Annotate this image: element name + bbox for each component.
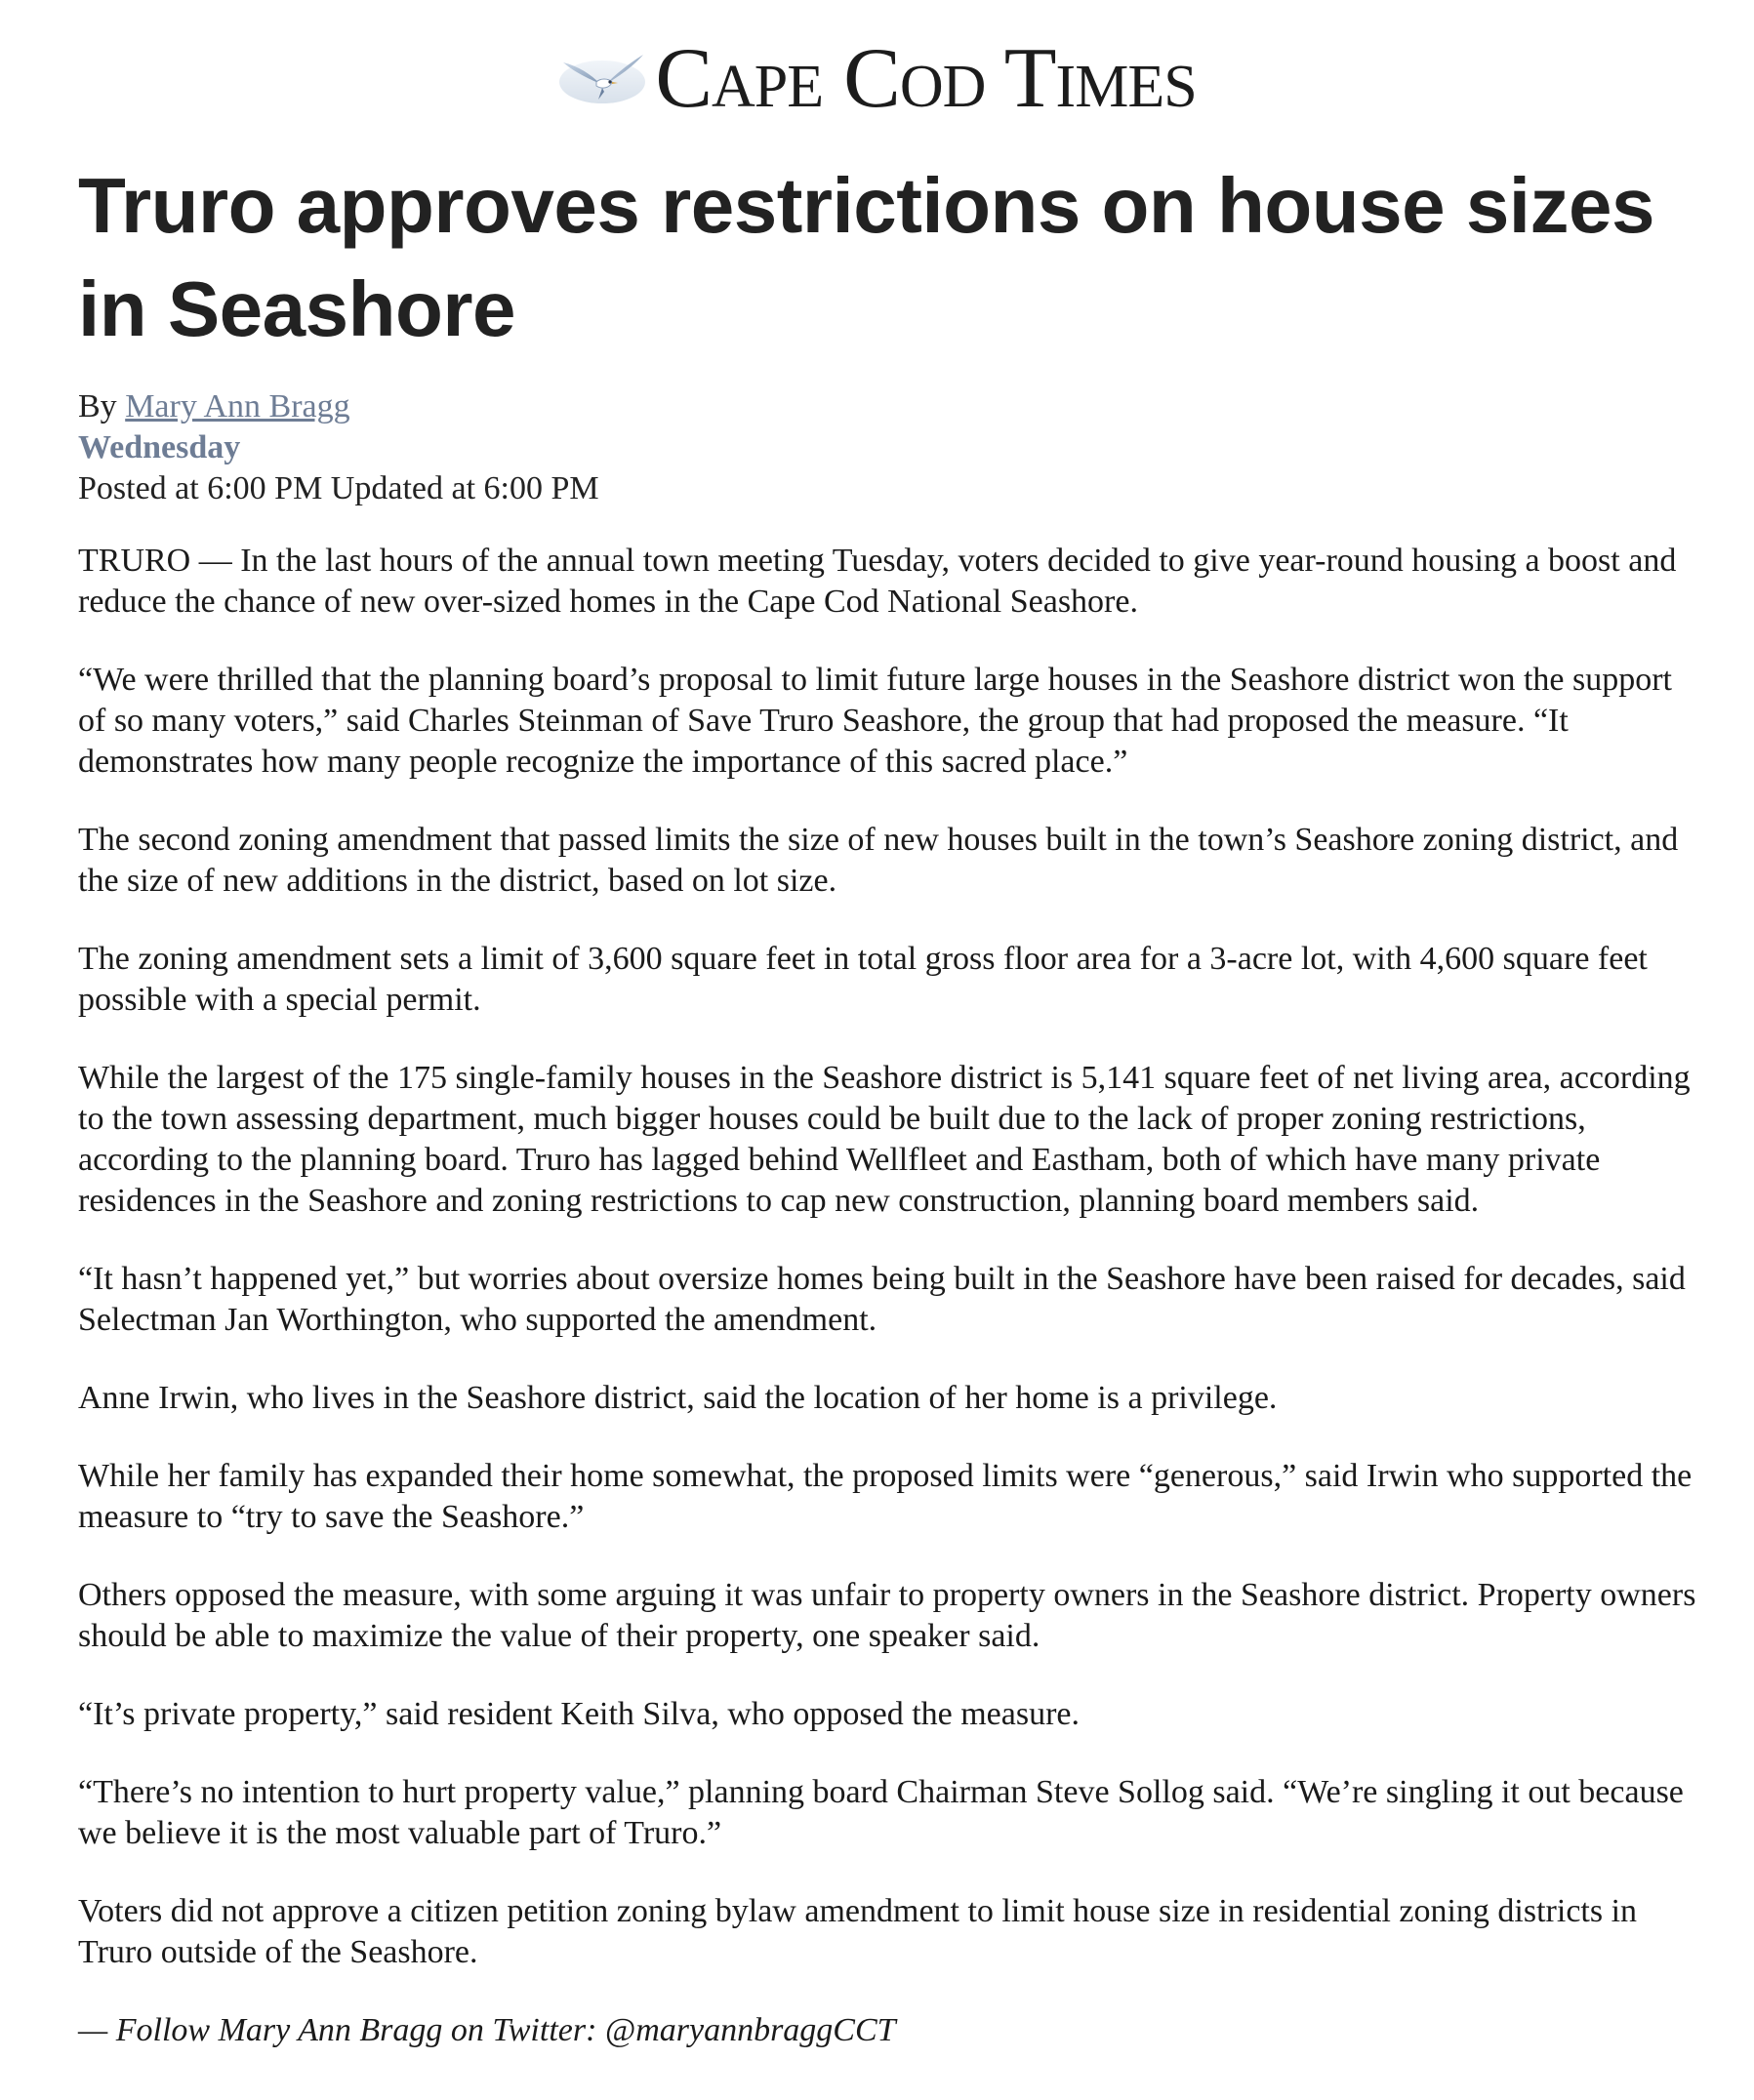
paragraph: The zoning amendment sets a limit of 3,600 square feet in total gross floor area for a 3-acre lot, with 4,600 square feet possible with a special permit. — [78, 941, 1648, 1018]
paragraph: Voters did not approve a citizen petition zoning bylaw amendment to limit house size in residential zoning districts in Truro outside of the Seashore. — [78, 1893, 1638, 1970]
article-headline: Truro approves restrictions on house sizes in Seashore — [78, 162, 1655, 352]
article-body — [78, 541, 1698, 2051]
seagull-icon — [557, 45, 647, 113]
paragraph: “It’s private property,” said resident Keith Silva, who opposed the measure. — [78, 1696, 1081, 1732]
posted-timestamp: Posted at 6:00 PM Updated at 6:00 PM — [78, 470, 599, 506]
author-link[interactable]: Mary Ann Bragg — [125, 388, 350, 424]
twitter-follow-note: — Follow Mary Ann Bragg on Twitter: @maryannbraggCCT — [78, 2012, 896, 2048]
masthead-logo-group[interactable] — [557, 31, 1197, 126]
masthead — [0, 31, 1754, 126]
byline — [78, 386, 1698, 427]
paragraph: Others opposed the measure, with some arguing it was unfair to property owners in the Seashore district. Property owners should be able to maximize the value of their property, one speaker said. — [78, 1577, 1696, 1654]
paragraph: While the largest of the 175 single-family houses in the Seashore district is 5,141 square feet of net living area, according to the town assessing department, much bigger houses could be built due to the lack of proper zoning restrictions, according to the planning board. Truro has lagged behind Wellfleet and Eastham, both of which have many private residences in the Seashore and zoning restrictions to cap new construction, planning board members said. — [78, 1060, 1691, 1219]
article-day: Wednesday — [78, 429, 241, 465]
paragraph: While her family has expanded their home somewhat, the proposed limits were “generous,” said Irwin who supported the measure to “try to save the Seashore.” — [78, 1458, 1693, 1535]
masthead-title: Cape Cod Times — [655, 31, 1197, 126]
paragraph: “There’s no intention to hurt property value,” planning board Chairman Steve Sollog said. “We’re singling it out because we believe it is the most valuable part of Truro.” — [78, 1774, 1684, 1851]
article-meta — [78, 386, 1698, 509]
paragraph: “We were thrilled that the planning board’s proposal to limit future large houses in the Seashore district won the support of so many voters,” said Charles Steinman of Save Truro Seashore, the group that had proposed the measure. “It demonstrates how many people recognize the importance of this sacred place.” — [78, 662, 1672, 780]
paragraph: The second zoning amendment that passed limits the size of new houses built in the town’s Seashore zoning district, and the size of new additions in the district, based on lot size. — [78, 822, 1679, 899]
byline-prefix: By — [78, 388, 126, 424]
paragraph: TRURO — In the last hours of the annual town meeting Tuesday, voters decided to give year-round housing a boost and reduce the chance of new over-sized homes in the Cape Cod National Seashore. — [78, 543, 1677, 620]
article — [78, 154, 1698, 2051]
paragraph: Anne Irwin, who lives in the Seashore district, said the location of her home is a privilege. — [78, 1380, 1278, 1416]
paragraph: “It hasn’t happened yet,” but worries about oversize homes being built in the Seashore have been raised for decades, said Selectman Jan Worthington, who supported the amendment. — [78, 1261, 1686, 1338]
